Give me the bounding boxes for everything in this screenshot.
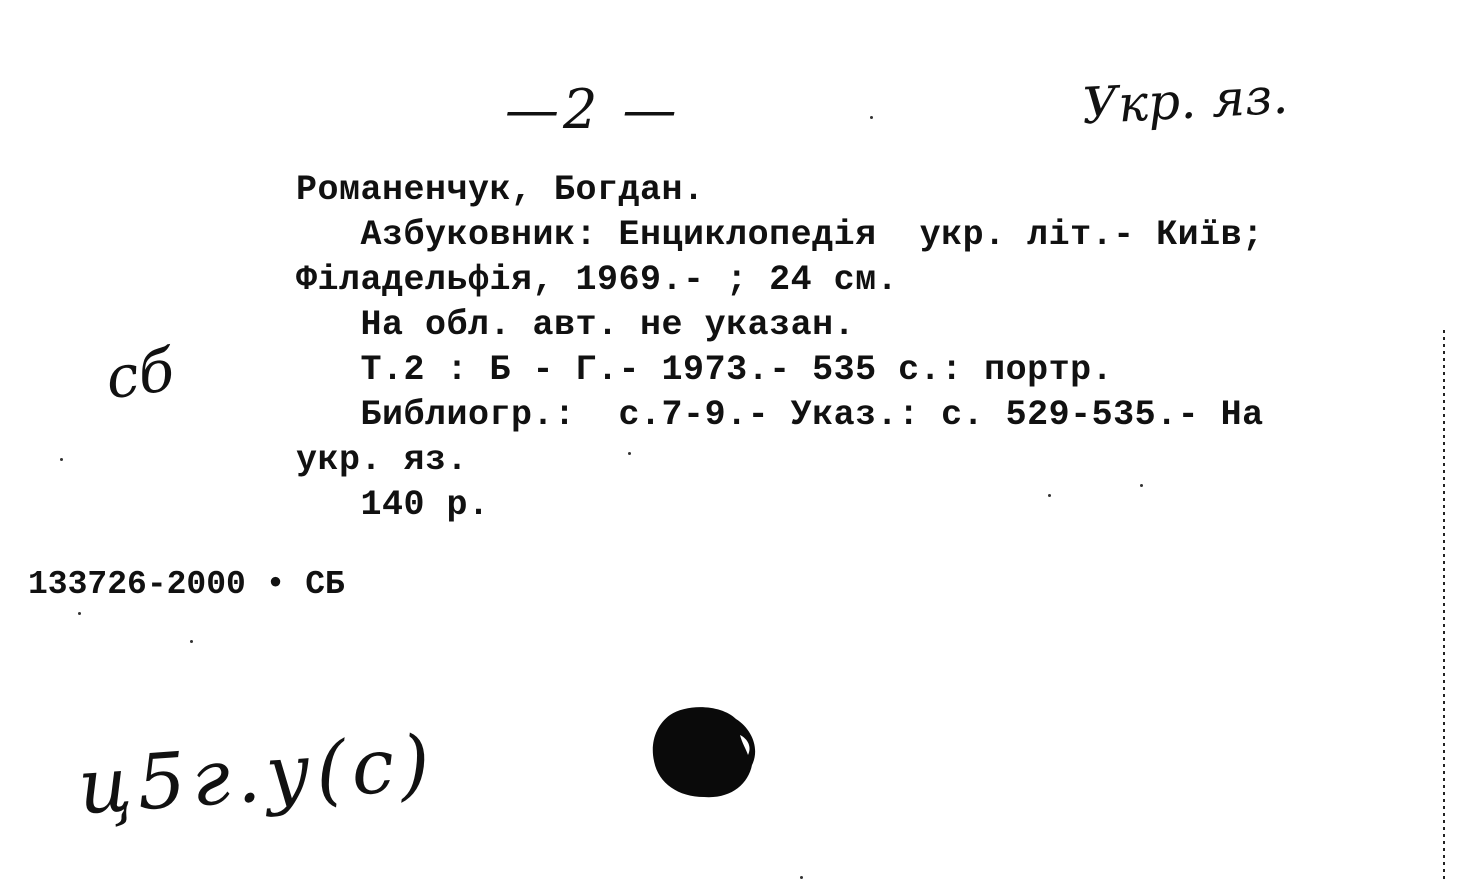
- ink-blot: [652, 705, 760, 799]
- speck: [60, 458, 63, 461]
- handwritten-page-number: —2 —: [505, 78, 681, 141]
- inventory-number: 133726-2000 • СБ: [28, 566, 345, 603]
- speck: [1140, 484, 1143, 487]
- entry-line-place-year: Філадельфія, 1969.- ; 24 см.: [296, 260, 899, 300]
- handwritten-class-mark: ц5г.у(с): [75, 717, 439, 832]
- speck: [190, 640, 193, 643]
- entry-line-language: укр. яз.: [296, 440, 469, 480]
- speck: [628, 452, 631, 455]
- handwritten-language-note: Укр. яз.: [1080, 66, 1290, 136]
- speck: [78, 612, 81, 615]
- entry-line-title: Азбуковник: Енциклопедія укр. літ.- Київ;: [296, 215, 1264, 255]
- entry-line-author: Романенчук, Богдан.: [296, 170, 705, 210]
- card-edge-line: [1438, 330, 1450, 882]
- entry-line-volume: Т.2 : Б - Г.- 1973.- 535 с.: портр.: [296, 350, 1114, 390]
- entry-line-note: На обл. авт. не указан.: [296, 305, 856, 345]
- entry-line-bibliography: Библиогр.: с.7-9.- Указ.: с. 529-535.- На: [296, 395, 1264, 435]
- speck: [1048, 494, 1051, 497]
- speck: [800, 876, 803, 879]
- entry-line-price: 140 р.: [296, 485, 490, 525]
- speck: [870, 116, 873, 119]
- handwritten-margin-note: сб: [101, 335, 179, 413]
